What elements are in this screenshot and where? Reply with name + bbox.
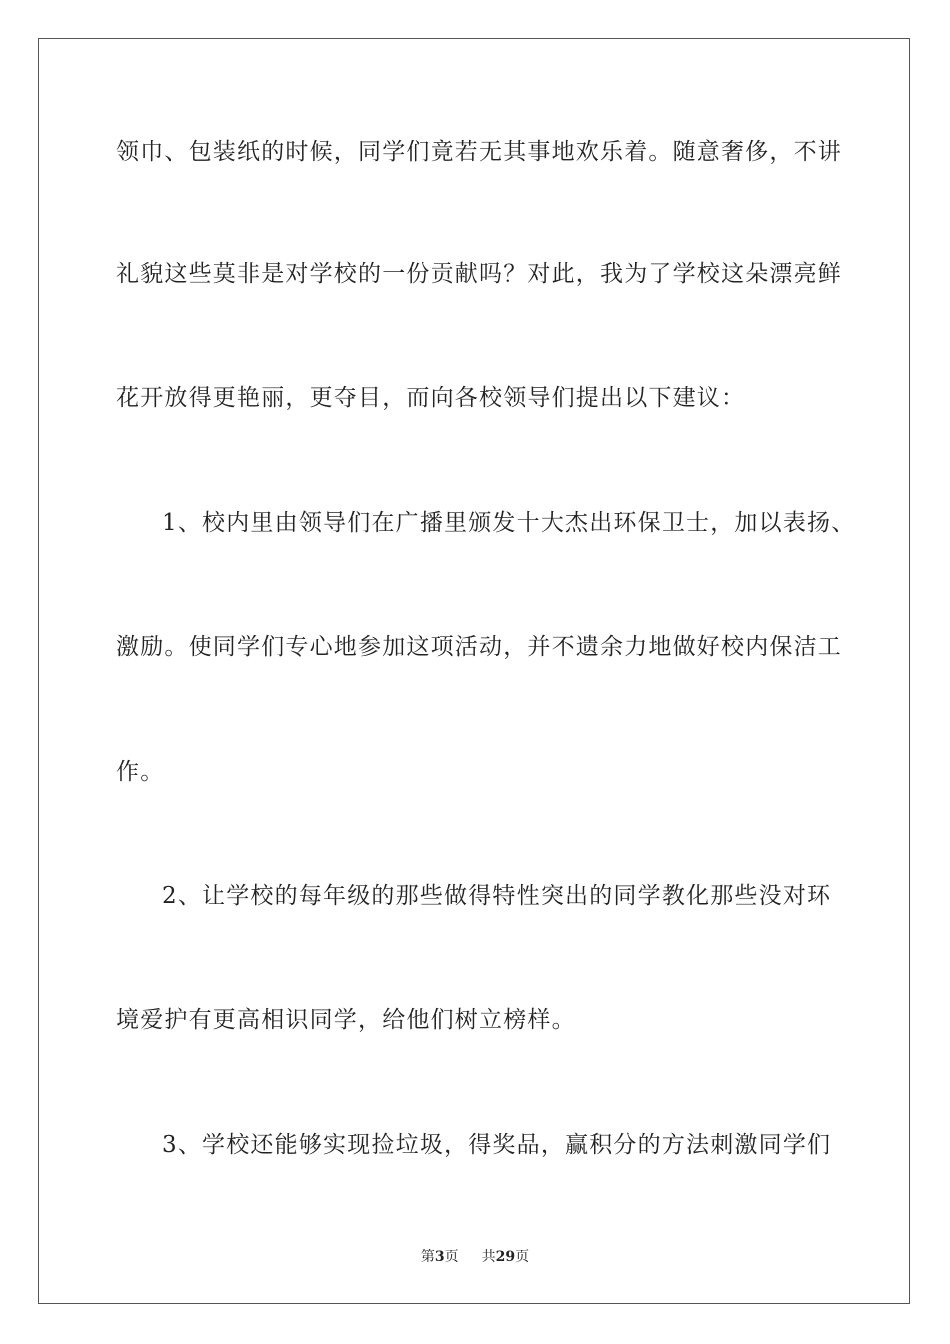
total-prefix: 共 — [481, 1249, 496, 1265]
text-line-2: 礼貌这些莫非是对学校的一份贡献吗？对此，我为了学校这朵漂亮鲜 — [116, 261, 842, 287]
text-line-1: 领巾、包装纸的时候，同学们竟若无其事地欢乐着。随意奢侈，不讲 — [116, 139, 842, 165]
page-footer — [0, 1246, 950, 1266]
text-line-4: 1、校内里由领导们在广播里颁发十大杰出环保卫士，加以表扬、 — [162, 510, 856, 536]
page-border — [38, 38, 910, 1304]
total-pages: 29 — [495, 1249, 516, 1265]
text-line-3: 花开放得更艳丽，更夺目，而向各校领导们提出以下建议： — [116, 385, 746, 411]
text-line-6: 作。 — [116, 759, 165, 785]
text-line-8: 境爱护有更高相识同学，给他们树立榜样。 — [116, 1007, 576, 1033]
page-suffix: 页 — [444, 1249, 459, 1265]
text-line-9: 3、学校还能够实现捡垃圾，得奖品，赢积分的方法刺激同学们 — [162, 1132, 832, 1158]
text-line-5: 激励。使同学们专心地参加这项活动，并不遗余力地做好校内保洁工 — [116, 634, 842, 660]
total-suffix: 页 — [515, 1249, 530, 1265]
page-prefix: 第 — [420, 1249, 435, 1265]
page-number: 3 — [434, 1249, 445, 1265]
text-line-7: 2、让学校的每年级的那些做得特性突出的同学教化那些没对环 — [162, 883, 832, 909]
